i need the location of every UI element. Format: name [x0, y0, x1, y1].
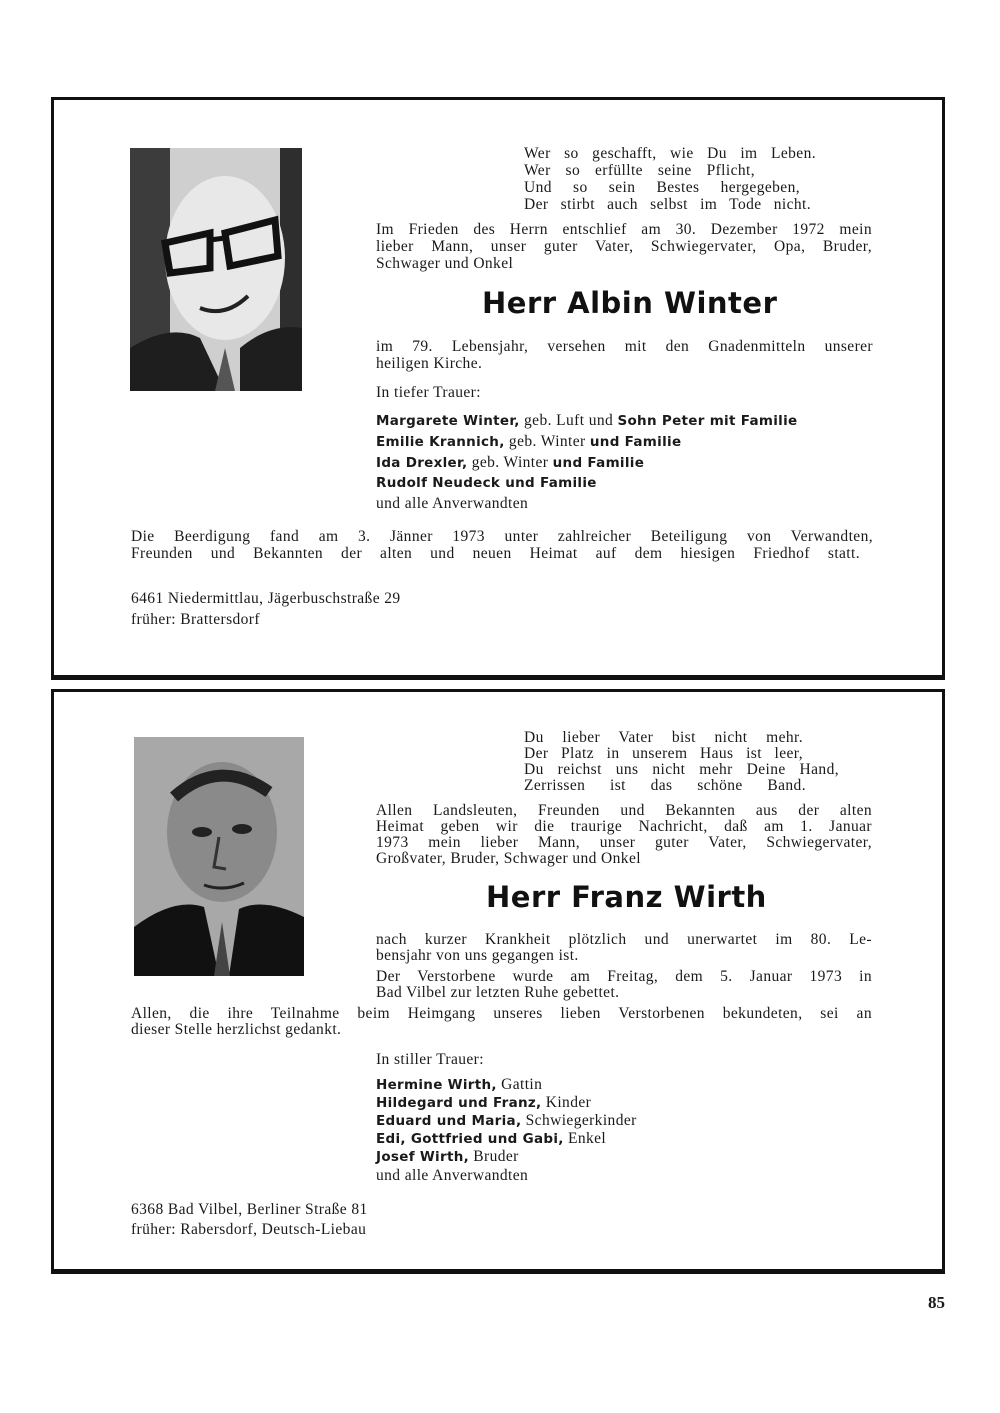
death-line-1: nach kurzer Krankheit plötzlich und unerwartet im 80. Le- — [376, 931, 872, 948]
family-line-1 — [376, 411, 797, 432]
family-name: Emilie Krannich, — [376, 434, 505, 450]
family-name: Rudolf Neudeck und Familie — [376, 475, 597, 491]
poem-line-3: Du reichst uns nicht mehr Deine Hand, — [524, 761, 839, 778]
poem-line-1: Wer so geschafft, wie Du im Leben. — [524, 145, 816, 162]
family-name: Josef Wirth, — [376, 1149, 470, 1165]
thanks-line-1: Allen, die ihre Teilnahme beim Heimgang unseres lieben Verstorbenen bekundeten, sei an — [131, 1005, 872, 1022]
poem-line-2: Wer so erfüllte seine Pflicht, — [524, 162, 755, 179]
family-name: Ida Drexler, — [376, 455, 468, 471]
obituary-albin-winter — [51, 97, 945, 680]
portrait-franz-wirth-image — [134, 737, 304, 976]
relatives-line: und alle Anverwandten — [376, 1167, 529, 1184]
family-line-1 — [376, 1076, 542, 1094]
family-line-4 — [376, 1130, 606, 1148]
family-detail: geb. Luft und — [519, 412, 618, 429]
family-relation: Schwiegerkinder — [521, 1112, 637, 1129]
portrait-photo-albin-winter — [130, 148, 302, 391]
poem-line-4: Zerrissen ist das schöne Band. — [524, 777, 806, 794]
mourning-label: In tiefer Trauer: — [376, 384, 481, 401]
family-line-4 — [376, 473, 597, 494]
poem-line-1: Du lieber Vater bist nicht mehr. — [524, 729, 803, 746]
poem-line-3: Und so sein Bestes hergegeben, — [524, 179, 800, 196]
mourning-label: In stiller Trauer: — [376, 1051, 484, 1068]
family-relation: Gattin — [496, 1076, 543, 1093]
family-name: Hermine Wirth, — [376, 1077, 497, 1093]
family-name: Hildegard und Franz, — [376, 1095, 542, 1111]
family-name-extra: und Familie — [552, 455, 645, 471]
burial-line-1: Der Verstorbene wurde am Freitag, dem 5. Januar 1973 in — [376, 968, 872, 985]
address-line: 6368 Bad Vilbel, Berliner Straße 81 — [131, 1201, 368, 1218]
intro-line-3: 1973 mein lieber Mann, unser guter Vater, Schwiegervater, — [376, 834, 872, 851]
portrait-albin-winter-image — [130, 148, 302, 391]
family-relation: Enkel — [563, 1130, 607, 1147]
intro-line-1: Allen Landsleuten, Freunden und Bekannten aus der alten — [376, 802, 872, 819]
family-name: Eduard und Maria, — [376, 1113, 522, 1129]
family-line-3 — [376, 1112, 637, 1130]
intro-line-1: Im Frieden des Herrn entschlief am 30. Dezember 1972 mein — [376, 221, 872, 238]
family-line-3 — [376, 453, 644, 474]
burial-line-2: Bad Vilbel zur letzten Ruhe gebettet. — [376, 984, 620, 1001]
family-relation: Kinder — [541, 1094, 592, 1111]
intro-line-2: lieber Mann, unser guter Vater, Schwiegervater, Opa, Bruder, — [376, 238, 872, 255]
address-line: 6461 Niedermittlau, Jägerbuschstraße 29 — [131, 590, 401, 607]
relatives-line: und alle Anverwandten — [376, 495, 529, 512]
page-number: 85 — [928, 1293, 945, 1312]
age-line-1: im 79. Lebensjahr, versehen mit den Gnadenmitteln unserer — [376, 338, 873, 355]
family-line-5 — [376, 1148, 519, 1166]
deceased-name: Herr Franz Wirth — [486, 880, 767, 914]
funeral-line-1: Die Beerdigung fand am 3. Jänner 1973 unter zahlreicher Beteiligung von Verwandten, — [131, 528, 873, 545]
family-name: Margarete Winter, — [376, 413, 520, 429]
intro-line-2: Heimat geben wir die traurige Nachricht, daß am 1. Januar — [376, 818, 872, 835]
portrait-photo-franz-wirth — [134, 737, 304, 976]
family-name-extra: Sohn Peter mit Familie — [617, 413, 798, 429]
family-name-extra: und Familie — [589, 434, 682, 450]
former-address-line: früher: Rabersdorf, Deutsch-Liebau — [131, 1221, 367, 1238]
deceased-name: Herr Albin Winter — [482, 286, 778, 320]
family-detail: geb. Winter — [467, 454, 553, 471]
family-line-2 — [376, 432, 681, 453]
family-line-2 — [376, 1094, 591, 1112]
former-address-line: früher: Brattersdorf — [131, 611, 260, 628]
intro-line-4: Großvater, Bruder, Schwager und Onkel — [376, 850, 641, 867]
thanks-line-2: dieser Stelle herzlichst gedankt. — [131, 1021, 342, 1038]
death-line-2: bensjahr von uns gegangen ist. — [376, 947, 579, 964]
obituary-franz-wirth — [51, 689, 945, 1274]
family-relation: Bruder — [469, 1148, 519, 1165]
family-name: Edi, Gottfried und Gabi, — [376, 1131, 564, 1147]
poem-line-4: Der stirbt auch selbst im Tode nicht. — [524, 196, 811, 213]
family-detail: geb. Winter — [504, 433, 590, 450]
funeral-line-2: Freunden und Bekannten der alten und neuen Heimat auf dem hiesigen Friedhof statt. — [131, 545, 860, 562]
intro-line-3: Schwager und Onkel — [376, 255, 514, 272]
age-line-2: heiligen Kirche. — [376, 355, 483, 372]
poem-line-2: Der Platz in unserem Haus ist leer, — [524, 745, 803, 762]
